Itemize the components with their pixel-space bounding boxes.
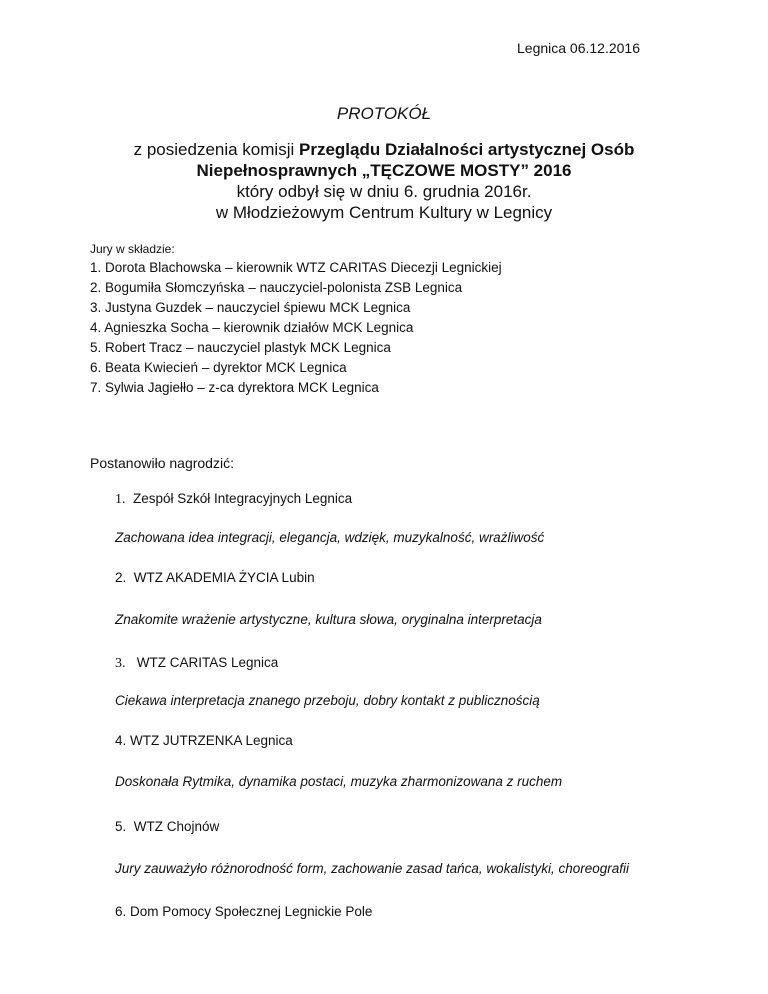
award-item bbox=[115, 655, 278, 672]
award-item bbox=[115, 904, 372, 919]
heading-line-1 bbox=[0, 139, 768, 160]
award-number: 3. bbox=[115, 656, 126, 671]
award-description: Zachowana idea integracji, elegancja, wdzięk, muzykalność, wrażliwość bbox=[115, 530, 545, 545]
jury-list bbox=[90, 258, 502, 398]
award-number: 4. bbox=[115, 733, 127, 748]
award-item bbox=[115, 733, 293, 748]
award-item bbox=[115, 491, 352, 508]
jury-label: Jury w składzie: bbox=[90, 242, 175, 256]
award-number: 2. bbox=[115, 570, 127, 585]
award-name: WTZ Chojnów bbox=[133, 819, 220, 834]
jury-member: 5. Robert Tracz – nauczyciel plastyk MCK Legnica bbox=[90, 340, 391, 355]
award-description: Ciekawa interpretacja znanego przeboju, dobry kontakt z publicznością bbox=[115, 693, 540, 708]
jury-member: 6. Beata Kwiecień – dyrektor MCK Legnica bbox=[90, 360, 347, 375]
jury-member: 2. Bogumiła Słomczyńska – nauczyciel-polonista ZSB Legnica bbox=[90, 280, 463, 295]
document-heading bbox=[0, 139, 768, 223]
heading-line-2 bbox=[0, 160, 768, 181]
award-item bbox=[115, 819, 219, 834]
decision-label: Postanowiło nagrodzić: bbox=[90, 455, 234, 471]
jury-member: 4. Agnieszka Socha – kierownik działów MCK Legnica bbox=[90, 320, 414, 335]
heading-line-3: który odbył się w dniu 6. grudnia 2016r. bbox=[236, 182, 532, 201]
award-description: Jury zauważyło różnorodność form, zachowanie zasad tańca, wokalistyki, choreografii bbox=[115, 861, 629, 876]
award-item bbox=[115, 570, 315, 585]
award-name: WTZ CARITAS Legnica bbox=[136, 655, 279, 670]
award-name: WTZ AKADEMIA ŻYCIA Lubin bbox=[133, 570, 315, 585]
event-name-part-2: Niepełnosprawnych „TĘCZOWE MOSTY” 2016 bbox=[196, 161, 572, 180]
award-name: WTZ JUTRZENKA Legnica bbox=[130, 733, 293, 748]
heading-prefix: z posiedzenia komisji bbox=[133, 140, 299, 159]
heading-line-4: w Młodzieżowym Centrum Kultury w Legnicy bbox=[215, 203, 553, 222]
award-description: Znakomite wrażenie artystyczne, kultura słowa, oryginalna interpretacja bbox=[115, 612, 542, 627]
award-name: Dom Pomocy Społecznej Legnickie Pole bbox=[130, 904, 373, 919]
document-title: PROTOKÓŁ bbox=[336, 104, 432, 123]
award-number: 5. bbox=[115, 819, 127, 834]
award-name: Zespół Szkół Integracyjnych Legnica bbox=[133, 491, 353, 506]
jury-member: 7. Sylwia Jagiełło – z-ca dyrektora MCK Legnica bbox=[90, 380, 379, 395]
jury-member: 1. Dorota Blachowska – kierownik WTZ CARITAS Diecezji Legnickiej bbox=[90, 260, 502, 275]
award-number: 1. bbox=[115, 492, 126, 507]
document-date: Legnica 06.12.2016 bbox=[517, 40, 640, 56]
event-name-part-1: Przeglądu Działalności artystycznej Osób bbox=[298, 140, 635, 159]
jury-member: 3. Justyna Guzdek – nauczyciel śpiewu MCK Legnica bbox=[90, 300, 411, 315]
award-number: 6. bbox=[115, 904, 127, 919]
award-description: Doskonała Rytmika, dynamika postaci, muzyka zharmonizowana z ruchem bbox=[115, 774, 563, 789]
